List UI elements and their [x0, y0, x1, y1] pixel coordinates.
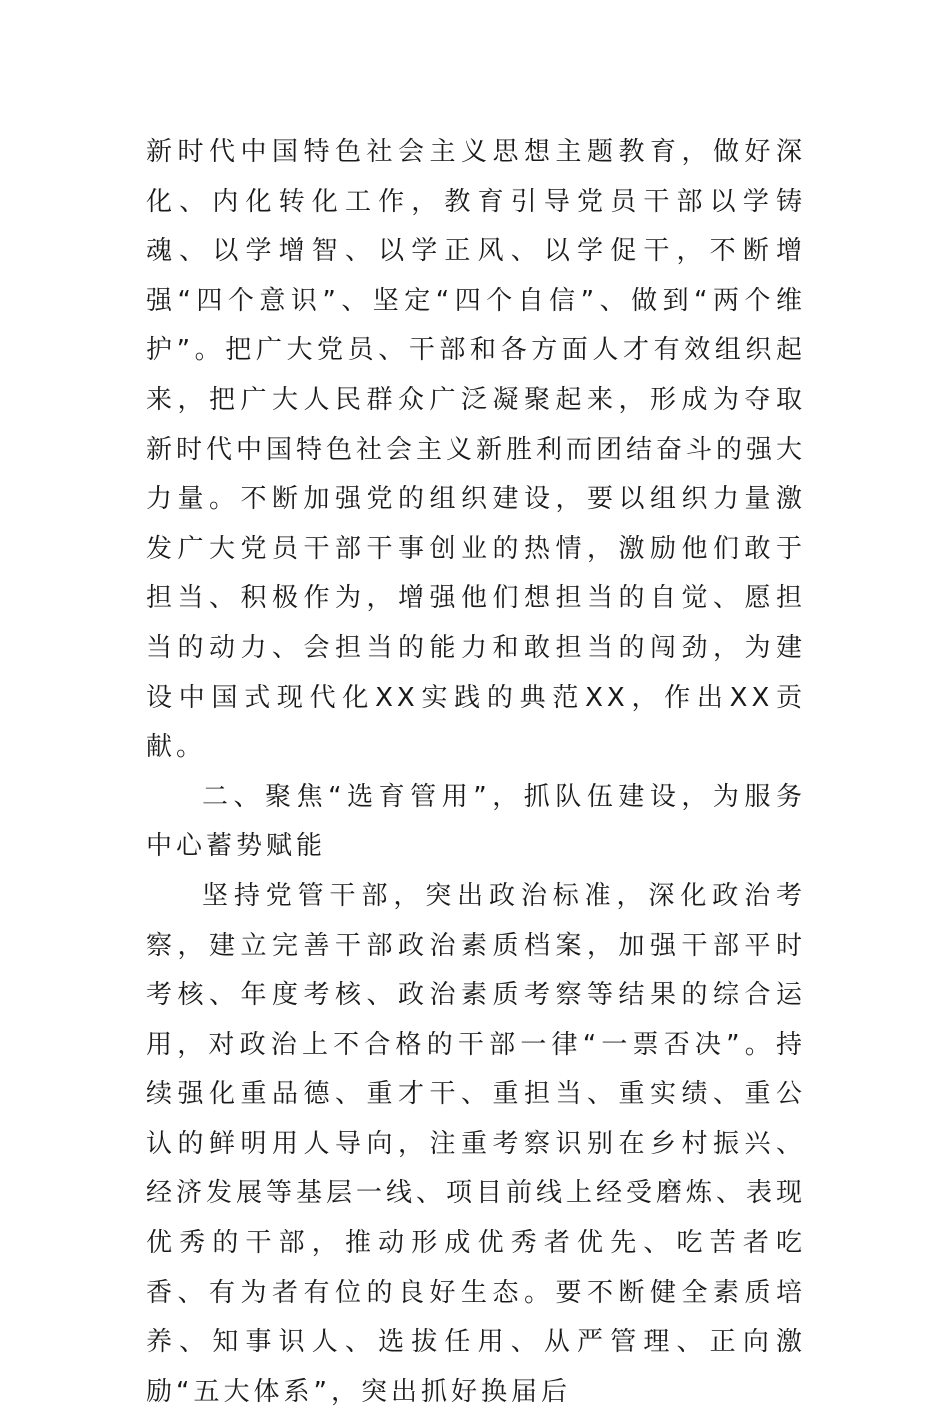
text-line: 强他们想担当的自觉、愿担当的动力、会担当的能力和敢	[146, 583, 806, 663]
text-line: 量。不断加强党的组织建设，要以组织力量激发广大党员	[146, 484, 806, 564]
text-line: 秀的干部，推动形成优秀者优先、吃苦者吃香、有为者有	[146, 1228, 806, 1308]
text-line: 位的良好生态。要不断健全素质培养、知事识人、选拔任	[146, 1277, 806, 1358]
section-heading-two	[146, 773, 806, 872]
text-line: XX贡献。	[146, 682, 807, 763]
text-line: 新时代中国特色社会主义思想主题教育，做好深化、内化	[146, 137, 806, 217]
text-line: 转化工作，教育引导党员干部以学铸魂、以学增智、以学	[146, 186, 806, 267]
text-line: 势赋能	[236, 831, 327, 862]
text-line: 兴、经济发展等基层一线、项目前线上经受磨炼、表现优	[146, 1128, 807, 1259]
document-page	[146, 128, 806, 1417]
text-line: 正风、以学促干，不断增强“四个意识”、坚定“四个自	[146, 236, 806, 316]
text-line: 政治素质考察等结果的综合运用，对政治上不合格的干部	[146, 980, 806, 1060]
text-line: 坚持党管干部，突出政治标准，深化政治考察，建立	[146, 880, 806, 961]
text-line: 完善干部政治素质档案，加强干部平时考核、年度考核、	[146, 930, 806, 1011]
text-line: 才有效组织起来，把广大人民群众广泛凝聚起来，形成为	[146, 335, 806, 415]
text-line: 一律“一票否决”。持续强化重品德、重才干、重担当、	[146, 1029, 806, 1110]
text-line: 重实绩、重公认的鲜明用人导向，注重考察识别在乡村振	[146, 1079, 806, 1159]
text-line: 干部干事创业的热情，激励他们敢于担当、积极作为，增	[146, 533, 806, 614]
text-line: 担当的闯劲，为建设中国式现代化XX实践的典范XX，作出	[146, 632, 806, 713]
text-line: 信”、做到“两个维护”。把广大党员、干部和各方面人	[146, 285, 806, 366]
text-line: 夺取新时代中国特色社会主义新胜利而团结奋斗的强大力	[146, 384, 807, 515]
text-line: 用、从严管理、正向激励“五大体系”，突出抓好换届后	[146, 1327, 806, 1407]
text-line: 二、聚焦“选育管用”，抓队伍建设，为服务中心蓄	[146, 781, 806, 862]
paragraph-party-building-education	[146, 128, 806, 773]
paragraph-cadre-management	[146, 872, 806, 1417]
